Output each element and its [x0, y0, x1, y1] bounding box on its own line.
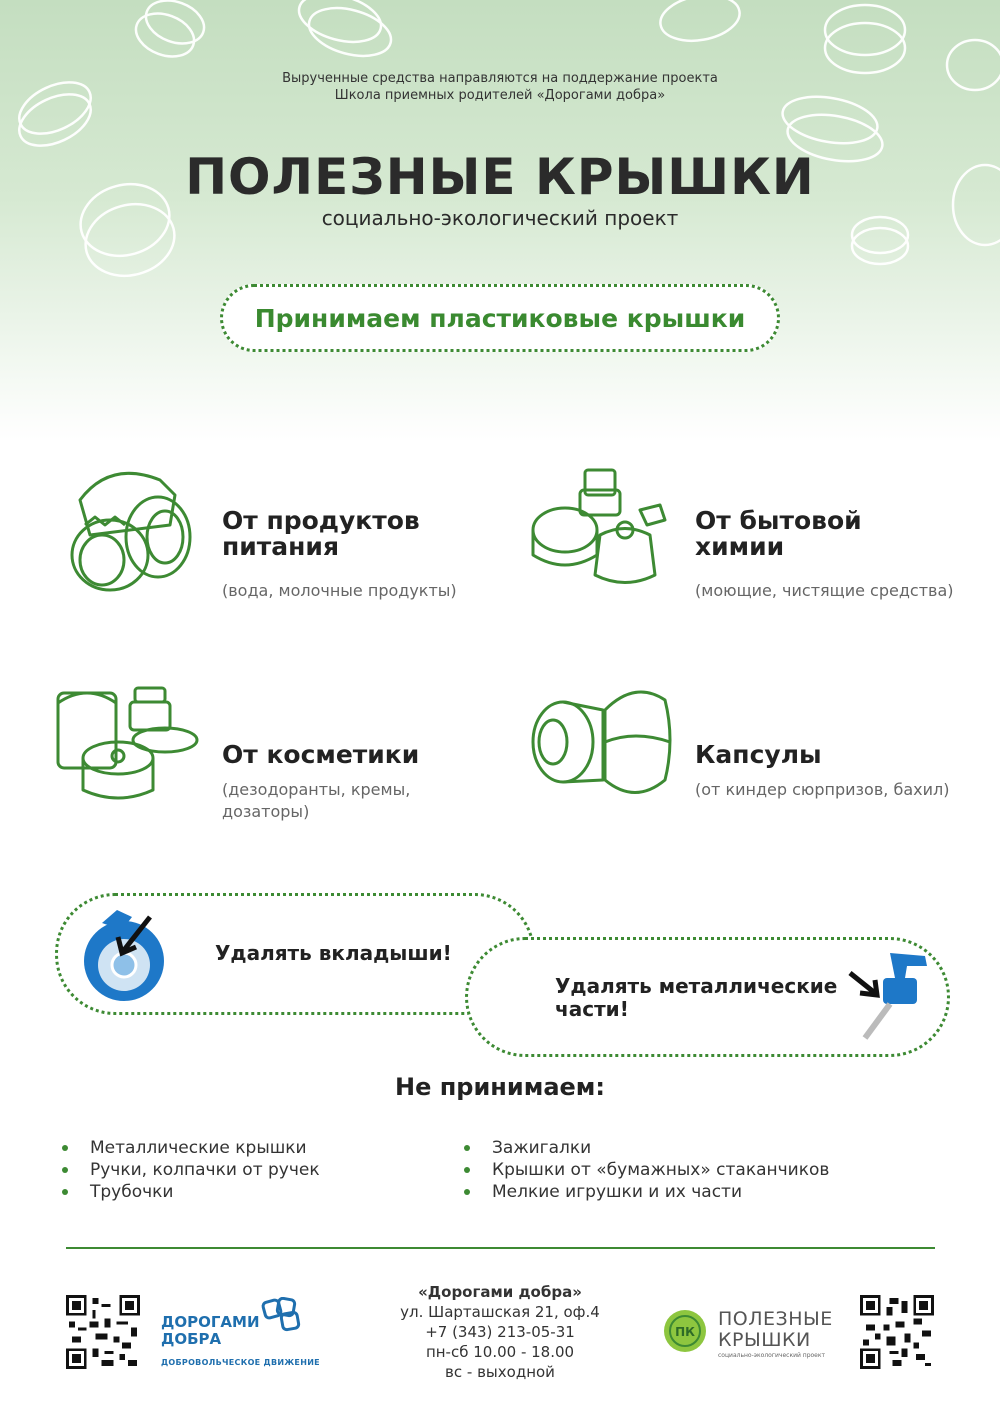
contacts-block: [380, 1282, 620, 1382]
warning-remove-inserts: Удалять вкладыши!: [215, 941, 452, 965]
category-capsules-desc: [695, 779, 949, 801]
category-household-desc: [695, 580, 954, 602]
category-cosmetics-desc-line1: (дезодоранты, кремы,: [222, 780, 411, 799]
list-item: Крышки от «бумажных» стаканчиков: [464, 1159, 829, 1181]
pk-logo-line1: ПОЛЕЗНЫЕ: [718, 1308, 833, 1330]
org-logo-text: [161, 1314, 260, 1348]
category-food-desc-line1: (вода, молочные продукты): [222, 581, 457, 600]
category-household-title-line2: химии: [695, 532, 785, 561]
pk-logo-line2: КРЫШКИ: [718, 1329, 811, 1351]
contact-hours-sunday: вс - выходной: [445, 1363, 555, 1381]
pk-logo-text: [718, 1309, 833, 1351]
funds-note-line1: Вырученные средства направляются на поддержание проекта: [282, 71, 718, 86]
not-accepted-heading: Не принимаем:: [395, 1073, 605, 1101]
list-item: Металлические крышки: [62, 1137, 320, 1159]
not-accepted-list-right: [464, 1137, 829, 1203]
category-household-title: [695, 508, 862, 560]
category-food-title-line1: От продуктов: [222, 506, 420, 535]
list-item: Мелкие игрушки и их части: [464, 1181, 829, 1203]
contact-address: ул. Шарташская 21, оф.4: [400, 1303, 600, 1321]
category-food-desc: [222, 580, 457, 602]
org-logo-line2: ДОБРА: [161, 1330, 222, 1348]
category-food-title-line2: питания: [222, 532, 339, 561]
category-cosmetics-desc-line2: дозаторы): [222, 802, 310, 821]
list-item: Ручки, колпачки от ручек: [62, 1159, 320, 1181]
household-chemicals-caps-icon: [525, 460, 675, 600]
category-household-desc-line1: (моющие, чистящие средства): [695, 581, 954, 600]
contact-hours-weekdays: пн-сб 10.00 - 18.00: [425, 1343, 575, 1361]
capsules-icon: [525, 680, 680, 805]
food-caps-icon: [50, 455, 200, 605]
category-cosmetics-desc: [222, 779, 410, 823]
funds-note: [200, 70, 800, 104]
org-logo-subtitle: ДОБРОВОЛЬЧЕСКОЕ ДВИЖЕНИЕ: [161, 1358, 320, 1367]
pk-logo-badge-icon: [662, 1308, 708, 1354]
warning-remove-metal-line2: части!: [555, 997, 629, 1021]
contact-name: «Дорогами добра»: [418, 1283, 582, 1301]
pk-logo-badge-text: ПК: [675, 1325, 695, 1339]
bottle-cap-insert-icon: [72, 905, 172, 1005]
page-title: ПОЛЕЗНЫЕ КРЫШКИ: [185, 148, 815, 206]
accept-banner: Принимаем пластиковые крышки: [220, 284, 780, 352]
page-subtitle: социально-экологический проект: [321, 206, 679, 230]
not-accepted-list-left: [62, 1137, 320, 1203]
category-cosmetics-title-line1: От косметики: [222, 740, 420, 769]
category-household-title-line1: От бытовой: [695, 506, 862, 535]
cosmetics-caps-icon: [50, 678, 205, 808]
category-food-title: [222, 508, 420, 560]
list-item: Зажигалки: [464, 1137, 829, 1159]
qr-code-left[interactable]: [66, 1295, 140, 1369]
org-logo-line1: ДОРОГАМИ: [161, 1313, 260, 1331]
list-item: Трубочки: [62, 1181, 320, 1203]
category-capsules-title: [695, 742, 822, 768]
warning-remove-metal-line1: Удалять металлические: [555, 974, 838, 998]
pump-dispenser-icon: [845, 948, 945, 1048]
org-logo-mark-icon: [260, 1297, 304, 1335]
funds-note-line2: Школа приемных родителей «Дорогами добра»: [334, 88, 666, 103]
qr-code-right[interactable]: [860, 1295, 934, 1369]
category-capsules-title-line1: Капсулы: [695, 740, 822, 769]
category-capsules-desc-line1: (от киндер сюрпризов, бахил): [695, 780, 950, 799]
contact-phone[interactable]: +7 (343) 213-05-31: [425, 1323, 575, 1341]
warning-remove-metal: [555, 975, 837, 1021]
category-cosmetics-title: [222, 742, 419, 768]
footer-divider: [66, 1247, 935, 1249]
pk-logo-subtitle: социально-экологический проект: [718, 1352, 825, 1359]
